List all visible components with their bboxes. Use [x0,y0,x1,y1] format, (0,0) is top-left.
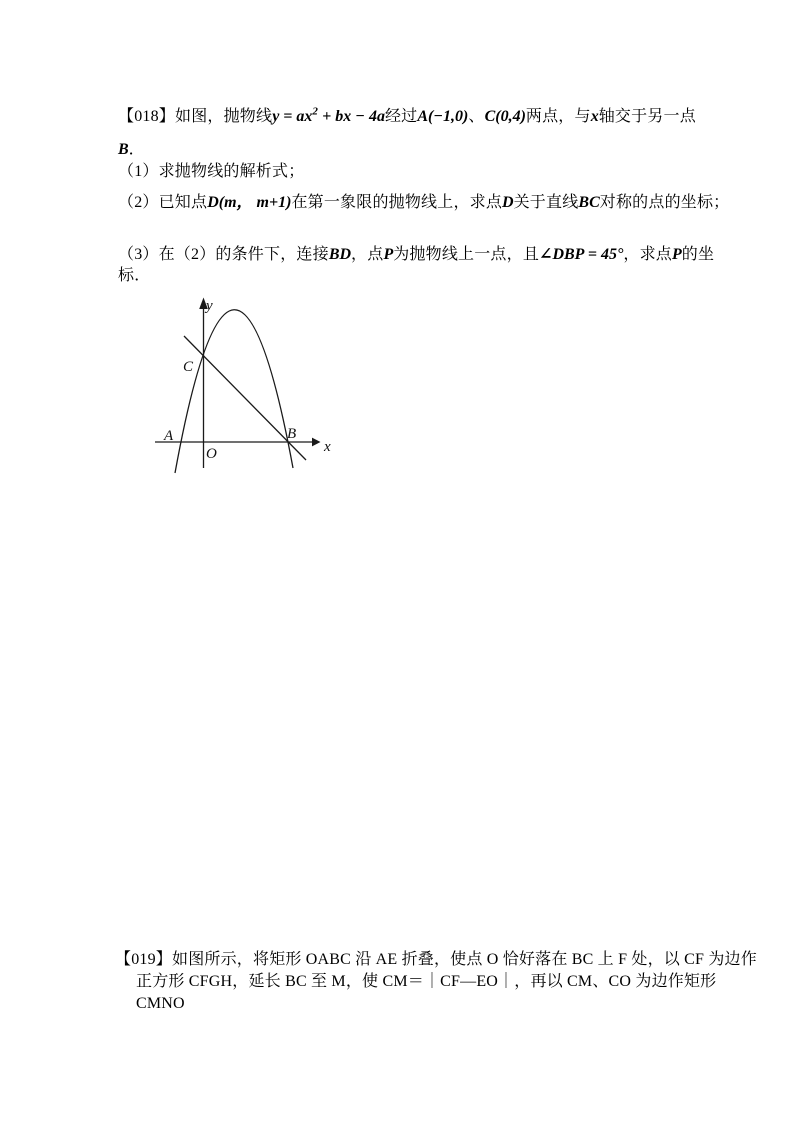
y-axis-label: y [206,298,213,314]
p018-q3-text: （3）在（2）的条件下，连接 [118,246,329,263]
p019-l1-text: 【019】如图所示，将矩形 OABC 沿 AE 折叠，使点 O 恰好落在 BC 上 F 处，以 CF 为边作 [115,951,757,968]
point-p-symbol: P [383,246,394,263]
p018-q3-text: ，求点 [623,246,672,263]
x-axis-arrow-icon [312,438,321,447]
x-variable: x [590,108,599,125]
point-d-coords: D(m， m+1) [207,194,292,211]
equation-parabola-rest: + bx − 4a [318,108,385,125]
p018-question-3 [118,244,714,266]
p019-line-2 [136,971,716,993]
p018-q3-text: 的坐 [681,246,715,263]
equation-exponent: 2 [312,105,319,118]
p018-question-2 [118,192,729,214]
p018-line-1 [118,106,696,128]
p018-l1-text: 两点，与 [525,108,591,125]
p019-l3-text: CMNO [136,995,185,1012]
p019-l2-text: 正方形 CFGH，延长 BC 至 M，使 CM＝｜CF—EO｜，再以 CM、CO 为边作矩形 [136,973,717,990]
angle-dbp-equation: ∠DBP = 45° [539,246,624,263]
p018-question-3-wrap [118,265,150,287]
equation-parabola: y = ax [272,108,313,125]
p018-line-2 [118,139,145,161]
point-c-coords: C(0,4) [484,108,526,125]
p018-q2-text: （2）已知点 [118,194,208,211]
point-a-label: A [164,428,174,444]
point-b-symbol: B [118,141,129,158]
point-p-symbol: P [671,246,682,263]
point-d-symbol: D [502,194,514,211]
segment-bd-symbol: BD [328,246,352,263]
point-a-coords: A(−1,0) [417,108,469,125]
p018-l1-text: 轴交于另一点 [598,108,696,125]
x-axis-label: x [324,439,331,455]
p018-l1-text: 【018】如图，抛物线 [118,108,273,125]
p018-q2-text: 对称的点的坐标； [599,194,730,211]
p019-line-3 [136,993,185,1015]
p018-l2-text: ． [128,141,145,158]
p018-l1-text: 经过 [384,108,418,125]
p018-question-1 [118,161,304,183]
p018-q1-text: （1）求抛物线的解析式； [118,163,305,180]
p018-q2-text: 在第一象限的抛物线上，求点 [291,194,503,211]
p018-q3-text: ，点 [351,246,384,263]
point-c-label: C [183,359,194,375]
p018-q3-wrap-text: 标． [118,267,151,284]
p019-line-1 [115,949,757,971]
origin-label: O [206,446,217,462]
line-bc-symbol: BC [578,194,600,211]
parabola-curve [175,310,293,473]
p018-l1-text: 、 [468,108,485,125]
p018-q3-text: 为抛物线上一点，且 [393,246,540,263]
parabola-diagram [140,285,340,485]
p018-q2-text: 关于直线 [513,194,579,211]
point-b-label: B [287,426,297,442]
